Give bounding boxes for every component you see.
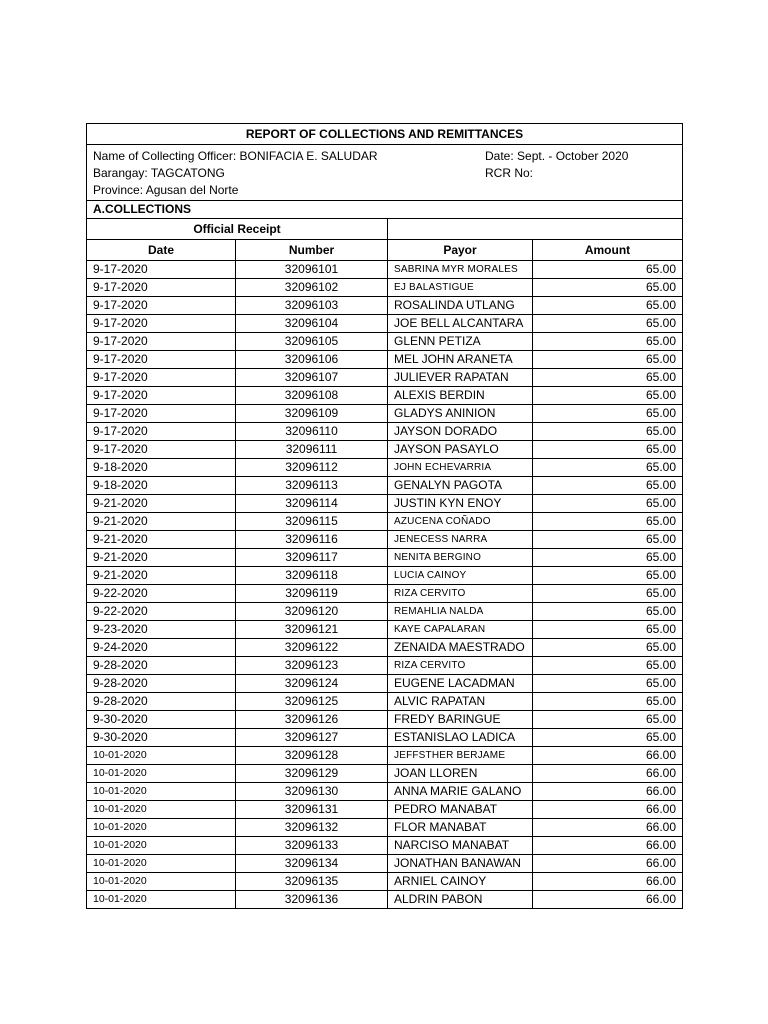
row-number: 32096117 [236,549,388,567]
row-number: 32096136 [236,891,388,909]
table-row [87,405,683,423]
table-row [87,567,683,585]
row-amount: 66.00 [533,747,683,765]
row-date: 9-28-2020 [87,675,236,693]
row-payor: AZUCENA COÑADO [388,513,533,531]
row-amount: 65.00 [533,279,683,297]
table-row [87,711,683,729]
row-number: 32096127 [236,729,388,747]
table-row [87,333,683,351]
row-payor: JONATHAN BANAWAN [388,855,533,873]
row-date: 9-21-2020 [87,531,236,549]
row-date: 9-17-2020 [87,423,236,441]
row-date: 9-24-2020 [87,639,236,657]
row-date: 9-21-2020 [87,513,236,531]
row-payor: REMAHLIA NALDA [388,603,533,621]
table-row [87,873,683,891]
table-row [87,477,683,495]
row-payor: JENECESS NARRA [388,531,533,549]
row-payor: JAYSON PASAYLO [388,441,533,459]
row-amount: 66.00 [533,801,683,819]
row-date: 9-21-2020 [87,567,236,585]
table-row [87,801,683,819]
row-date: 9-17-2020 [87,333,236,351]
row-number: 32096108 [236,387,388,405]
row-amount: 65.00 [533,711,683,729]
row-date: 10-01-2020 [87,765,236,783]
row-payor: JAYSON DORADO [388,423,533,441]
row-number: 32096126 [236,711,388,729]
row-payor: GLADYS ANINION [388,405,533,423]
row-amount: 65.00 [533,567,683,585]
column-header-number: Number [236,240,388,261]
row-amount: 65.00 [533,603,683,621]
row-payor: EJ BALASTIGUE [388,279,533,297]
table-row [87,729,683,747]
row-date: 9-21-2020 [87,495,236,513]
row-payor: JOHN ECHEVARRIA [388,459,533,477]
row-payor: ALDRIN PABON [388,891,533,909]
row-number: 32096132 [236,819,388,837]
row-number: 32096103 [236,297,388,315]
row-amount: 65.00 [533,549,683,567]
row-amount: 65.00 [533,423,683,441]
row-amount: 66.00 [533,819,683,837]
row-date: 10-01-2020 [87,819,236,837]
row-payor: ROSALINDA UTLANG [388,297,533,315]
table-row [87,837,683,855]
row-date: 9-30-2020 [87,729,236,747]
row-payor: RIZA CERVITO [388,585,533,603]
row-payor: JEFFSTHER BERJAME [388,747,533,765]
row-amount: 65.00 [533,657,683,675]
row-payor: ESTANISLAO LADICA [388,729,533,747]
row-date: 9-22-2020 [87,603,236,621]
row-date: 9-17-2020 [87,369,236,387]
row-amount: 66.00 [533,837,683,855]
row-number: 32096116 [236,531,388,549]
column-header-amount: Amount [533,240,683,261]
row-number: 32096106 [236,351,388,369]
row-amount: 65.00 [533,351,683,369]
row-date: 9-17-2020 [87,279,236,297]
row-payor: JUSTIN KYN ENOY [388,495,533,513]
row-number: 32096121 [236,621,388,639]
column-header-payor: Payor [388,240,533,261]
row-number: 32096101 [236,261,388,279]
row-amount: 65.00 [533,477,683,495]
table-row [87,441,683,459]
row-payor: GLENN PETIZA [388,333,533,351]
table-row [87,675,683,693]
row-amount: 65.00 [533,729,683,747]
row-date: 10-01-2020 [87,837,236,855]
row-date: 10-01-2020 [87,873,236,891]
row-number: 32096122 [236,639,388,657]
row-payor: JOE BELL ALCANTARA [388,315,533,333]
province: Province: Agusan del Norte [93,183,239,197]
table-row [87,819,683,837]
row-number: 32096135 [236,873,388,891]
row-payor: RIZA CERVITO [388,657,533,675]
table-row [87,423,683,441]
row-number: 32096115 [236,513,388,531]
row-date: 10-01-2020 [87,747,236,765]
table-row [87,549,683,567]
table-row [87,531,683,549]
table-row [87,261,683,279]
row-number: 32096109 [236,405,388,423]
row-date: 9-17-2020 [87,351,236,369]
row-number: 32096105 [236,333,388,351]
report-date: Date: Sept. - October 2020 [485,149,629,163]
row-date: 9-22-2020 [87,585,236,603]
row-number: 32096112 [236,459,388,477]
row-amount: 65.00 [533,315,683,333]
row-payor: PEDRO MANABAT [388,801,533,819]
section-collections: A.COLLECTIONS [87,201,683,219]
row-date: 9-18-2020 [87,477,236,495]
row-date: 9-21-2020 [87,549,236,567]
blank-header-cell [388,219,683,240]
row-number: 32096114 [236,495,388,513]
row-payor: FREDY BARINGUE [388,711,533,729]
row-payor: ZENAIDA MAESTRADO [388,639,533,657]
row-date: 9-23-2020 [87,621,236,639]
row-number: 32096102 [236,279,388,297]
row-date: 9-18-2020 [87,459,236,477]
row-number: 32096111 [236,441,388,459]
barangay: Barangay: TAGCATONG [93,166,225,180]
row-date: 9-17-2020 [87,387,236,405]
row-number: 32096131 [236,801,388,819]
row-amount: 66.00 [533,873,683,891]
row-amount: 66.00 [533,891,683,909]
row-payor: EUGENE LACADMAN [388,675,533,693]
row-amount: 65.00 [533,387,683,405]
row-payor: NARCISO MANABAT [388,837,533,855]
row-payor: JULIEVER RAPATAN [388,369,533,387]
row-amount: 65.00 [533,585,683,603]
table-row [87,747,683,765]
table-row [87,783,683,801]
table-row [87,603,683,621]
row-amount: 65.00 [533,297,683,315]
row-number: 32096123 [236,657,388,675]
row-number: 32096134 [236,855,388,873]
row-number: 32096107 [236,369,388,387]
row-number: 32096128 [236,747,388,765]
row-amount: 65.00 [533,621,683,639]
row-amount: 66.00 [533,765,683,783]
row-amount: 66.00 [533,783,683,801]
row-date: 9-28-2020 [87,657,236,675]
row-date: 9-30-2020 [87,711,236,729]
row-date: 9-28-2020 [87,693,236,711]
row-number: 32096120 [236,603,388,621]
row-amount: 65.00 [533,369,683,387]
row-number: 32096124 [236,675,388,693]
row-number: 32096133 [236,837,388,855]
row-payor: JOAN LLOREN [388,765,533,783]
report-title: REPORT OF COLLECTIONS AND REMITTANCES [87,124,683,145]
row-amount: 65.00 [533,495,683,513]
row-amount: 65.00 [533,405,683,423]
row-payor: ALEXIS BERDIN [388,387,533,405]
table-row [87,855,683,873]
row-payor: GENALYN PAGOTA [388,477,533,495]
table-row [87,369,683,387]
row-payor: ANNA MARIE GALANO [388,783,533,801]
table-row [87,315,683,333]
row-amount: 65.00 [533,459,683,477]
table-row [87,297,683,315]
row-date: 10-01-2020 [87,801,236,819]
row-number: 32096118 [236,567,388,585]
report-table [86,123,683,909]
official-receipt-header: Official Receipt [87,219,388,240]
row-date: 9-17-2020 [87,297,236,315]
row-payor: NENITA BERGINO [388,549,533,567]
table-row [87,585,683,603]
row-number: 32096119 [236,585,388,603]
row-number: 32096113 [236,477,388,495]
row-date: 10-01-2020 [87,783,236,801]
table-row [87,621,683,639]
table-row [87,351,683,369]
table-row [87,657,683,675]
row-number: 32096130 [236,783,388,801]
rcr-number: RCR No: [485,166,534,180]
report-sheet [86,123,682,909]
row-date: 9-17-2020 [87,441,236,459]
row-payor: FLOR MANABAT [388,819,533,837]
row-amount: 65.00 [533,261,683,279]
row-payor: ARNIEL CAINOY [388,873,533,891]
table-row [87,891,683,909]
row-payor: MEL JOHN ARANETA [388,351,533,369]
row-amount: 65.00 [533,531,683,549]
table-row [87,459,683,477]
row-number: 32096110 [236,423,388,441]
table-row [87,765,683,783]
row-date: 10-01-2020 [87,855,236,873]
table-row [87,495,683,513]
row-amount: 65.00 [533,333,683,351]
row-amount: 66.00 [533,855,683,873]
row-amount: 65.00 [533,441,683,459]
row-payor: LUCIA CAINOY [388,567,533,585]
table-row [87,387,683,405]
row-date: 9-17-2020 [87,405,236,423]
row-amount: 65.00 [533,639,683,657]
row-amount: 65.00 [533,513,683,531]
row-amount: 65.00 [533,693,683,711]
row-number: 32096104 [236,315,388,333]
table-row [87,693,683,711]
table-row [87,513,683,531]
column-header-date: Date [87,240,236,261]
row-payor: SABRINA MYR MORALES [388,261,533,279]
table-row [87,279,683,297]
row-date: 9-17-2020 [87,315,236,333]
officer-name: Name of Collecting Officer: BONIFACIA E. SALUDAR [93,149,378,163]
row-date: 9-17-2020 [87,261,236,279]
row-number: 32096129 [236,765,388,783]
table-row [87,639,683,657]
row-payor: KAYE CAPALARAN [388,621,533,639]
row-payor: ALVIC RAPATAN [388,693,533,711]
row-date: 10-01-2020 [87,891,236,909]
row-amount: 65.00 [533,675,683,693]
report-info [87,145,683,201]
row-number: 32096125 [236,693,388,711]
